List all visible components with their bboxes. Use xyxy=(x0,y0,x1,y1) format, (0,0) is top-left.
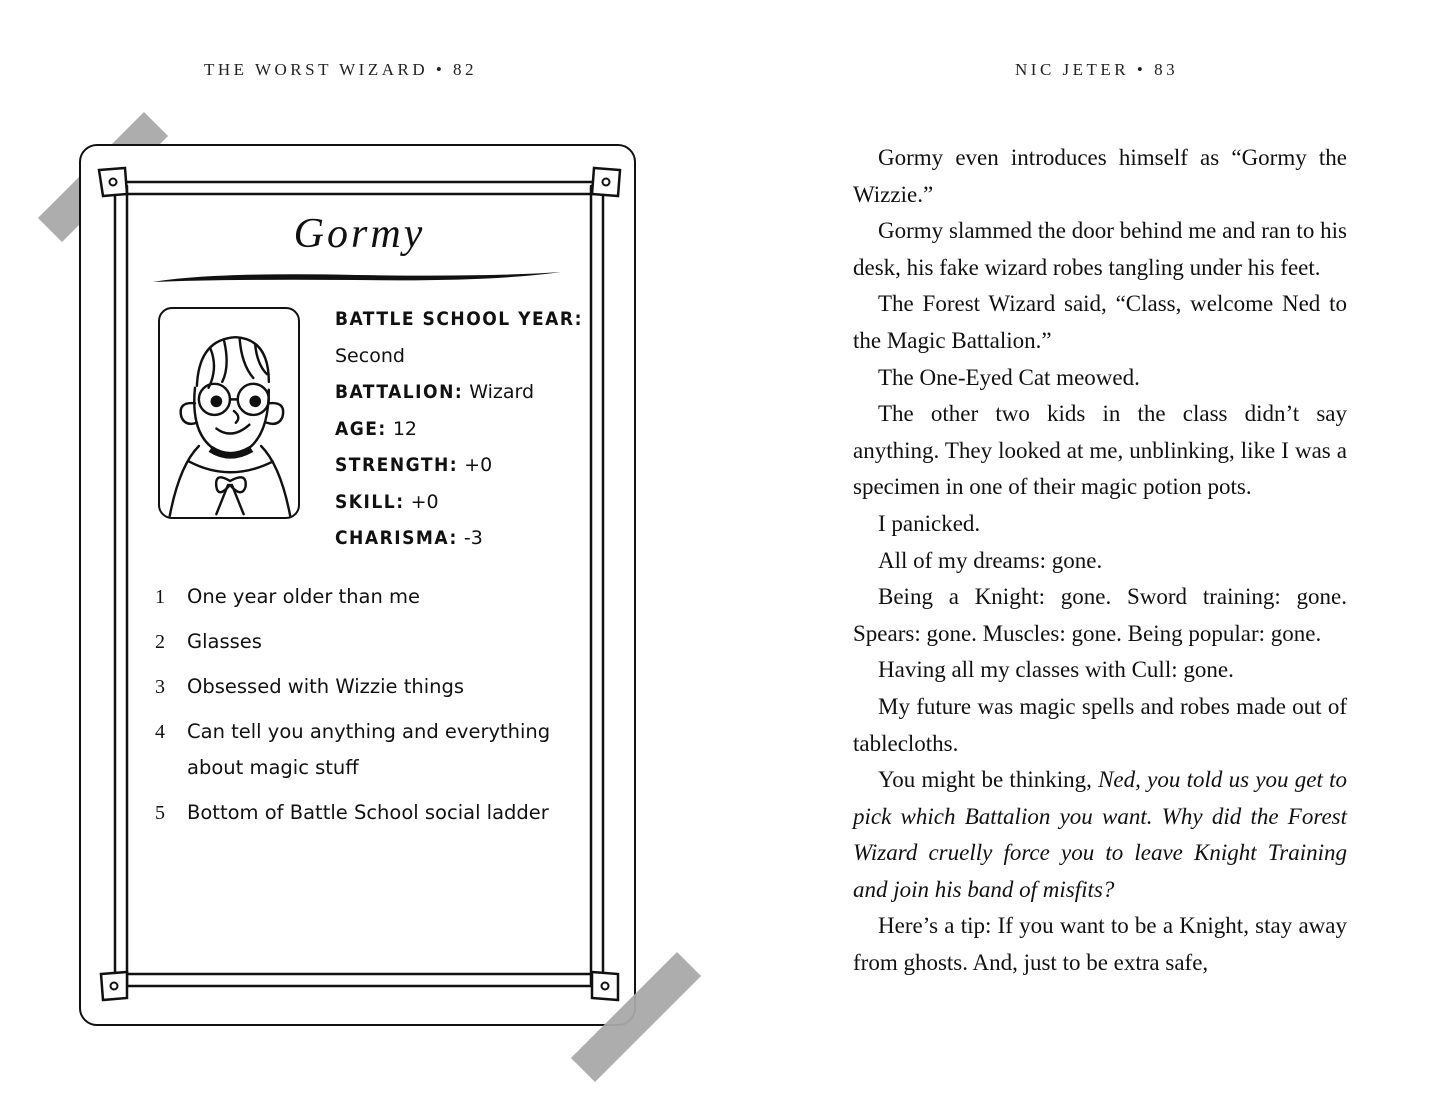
stat-line xyxy=(335,374,615,411)
list-item xyxy=(155,714,585,786)
stat-key: BATTALION: xyxy=(335,381,464,403)
stat-value: 12 xyxy=(386,417,417,440)
paragraph: All of my dreams: gone. xyxy=(878,547,1103,573)
stat-line xyxy=(335,338,615,375)
paragraph-italic: Ned, you told us you get to pick which Battalion you want. Why did the Forest Wizard cruelly force you to leave Knight Training and join his band of misfits? xyxy=(853,767,1348,902)
paragraph: My future was magic spells and robes made out of tablecloths. xyxy=(853,693,1347,756)
trait-number: 4 xyxy=(155,721,165,743)
character-portrait xyxy=(158,307,300,519)
stat-key: STRENGTH: xyxy=(335,454,459,476)
trait-text: One year older than me xyxy=(187,585,421,608)
paragraph: The Forest Wizard said, “Class, welcome Ned to the Magic Battalion.” xyxy=(853,291,1347,353)
paragraph: Having all my classes with Cull: gone. xyxy=(878,657,1234,683)
stat-value: +0 xyxy=(458,454,493,476)
stat-value: +0 xyxy=(404,490,439,513)
trait-text: Obsessed with Wizzie things xyxy=(187,675,465,698)
stat-key: SKILL: xyxy=(335,490,405,513)
paragraph xyxy=(853,762,1347,908)
stat-key: AGE: xyxy=(335,417,387,440)
list-item xyxy=(155,579,585,615)
stat-line xyxy=(335,301,615,338)
trait-list xyxy=(155,579,585,840)
trait-number: 3 xyxy=(155,676,165,698)
trait-text: Glasses xyxy=(187,630,262,653)
paragraph: I panicked. xyxy=(878,510,981,536)
stat-line xyxy=(335,411,615,448)
list-item xyxy=(155,624,585,660)
paragraph: Being a Knight: gone. Sword training: gone. Spears: gone. Muscles: gone. Being popular: gone. xyxy=(853,584,1347,646)
trait-text: Can tell you anything and everything about magic stuff xyxy=(187,720,551,779)
running-head-left: THE WORST WIZARD • 82 xyxy=(204,60,478,79)
stat-value: Second xyxy=(335,344,405,367)
character-name: Gormy xyxy=(293,211,426,257)
character-card xyxy=(79,144,636,1026)
right-page-body xyxy=(853,140,1347,982)
stat-key: CHARISMA: xyxy=(335,527,458,549)
character-stats xyxy=(335,301,615,557)
trait-number: 5 xyxy=(155,802,165,824)
list-item xyxy=(155,795,585,831)
trait-text: Bottom of Battle School social ladder xyxy=(187,801,549,824)
title-underline-swash xyxy=(151,268,563,288)
paragraph: The other two kids in the class didn’t say anything. They looked at me, unblinking, like I was a specimen in one of their magic potion pots. xyxy=(853,401,1347,500)
running-head-right: NIC JETER • 83 xyxy=(1015,60,1179,79)
stat-key: BATTLE SCHOOL YEAR: xyxy=(335,308,583,330)
trait-number: 1 xyxy=(155,586,165,608)
stat-line xyxy=(335,447,615,484)
list-item xyxy=(155,669,585,705)
paragraph: The One-Eyed Cat meowed. xyxy=(878,364,1140,390)
gormy-portrait-icon xyxy=(160,309,298,517)
paragraph: Gormy slammed the door behind me and ran to his desk, his fake wizard robes tangling under his feet. xyxy=(853,218,1347,280)
paragraph: Here’s a tip: If you want to be a Knight, stay away from ghosts. And, just to be extra safe, xyxy=(853,913,1347,976)
stat-line xyxy=(335,484,615,521)
paragraph: Gormy even introduces himself as “Gormy the Wizzie.” xyxy=(853,145,1347,207)
trait-number: 2 xyxy=(155,631,165,653)
stat-value: -3 xyxy=(457,527,483,549)
stat-value: Wizard xyxy=(463,381,535,403)
stat-line xyxy=(335,520,615,557)
paragraph-lead: You might be thinking, xyxy=(878,767,1099,793)
